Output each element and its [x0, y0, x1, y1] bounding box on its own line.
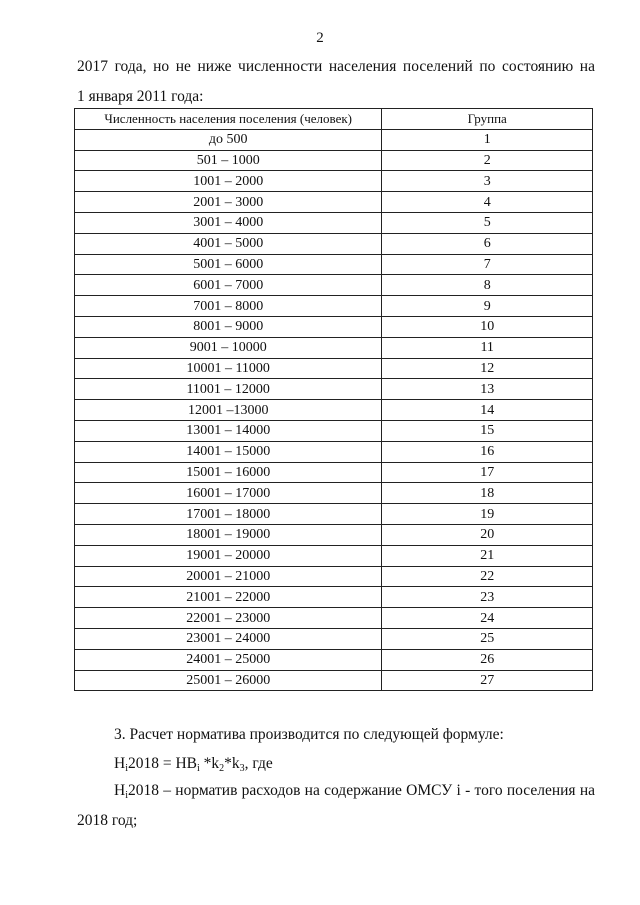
group-number-cell: 25: [382, 628, 593, 649]
definition-text: 2018 – норматив расходов на содержание ОМСУ i - того поселения на 2018 год;: [77, 782, 595, 829]
group-number-cell: 15: [382, 420, 593, 441]
table-row: [75, 566, 593, 587]
intro-line-2: 1 января 2011 года:: [77, 88, 204, 105]
group-number-cell: 22: [382, 566, 593, 587]
group-number-cell: 12: [382, 358, 593, 379]
intro-paragraph: [77, 52, 595, 112]
group-number-cell: 4: [382, 192, 593, 213]
population-range-cell: 501 – 1000: [75, 150, 382, 171]
population-range-cell: 9001 – 10000: [75, 337, 382, 358]
group-number-cell: 19: [382, 504, 593, 525]
header-group: Группа: [382, 109, 593, 130]
table-body: [75, 129, 593, 691]
table-row: [75, 150, 593, 171]
formula-line: [77, 749, 595, 779]
table-row: [75, 420, 593, 441]
formula-k2-subscript: 2: [219, 763, 225, 774]
group-number-cell: 26: [382, 649, 593, 670]
group-number-cell: 10: [382, 316, 593, 337]
table-row: [75, 233, 593, 254]
definition-subscript: i: [125, 790, 128, 801]
group-number-cell: 6: [382, 233, 593, 254]
definition-symbol: Н: [114, 782, 126, 799]
population-range-cell: 24001 – 25000: [75, 649, 382, 670]
formula-lhs: Н: [114, 755, 126, 772]
intro-line-1: 2017 года, но не ниже численности населения поселений по состоянию на: [77, 58, 595, 75]
group-number-cell: 5: [382, 212, 593, 233]
table-row: [75, 400, 593, 421]
table-row: [75, 275, 593, 296]
table-row: [75, 524, 593, 545]
table-row: [75, 192, 593, 213]
group-number-cell: 24: [382, 608, 593, 629]
table-row: [75, 254, 593, 275]
group-number-cell: 14: [382, 400, 593, 421]
table-row: [75, 670, 593, 691]
population-range-cell: 8001 – 9000: [75, 316, 382, 337]
group-number-cell: 11: [382, 337, 593, 358]
group-number-cell: 2: [382, 150, 593, 171]
table-row: [75, 628, 593, 649]
population-range-cell: 11001 – 12000: [75, 379, 382, 400]
formula-tail: , где: [244, 755, 273, 772]
formula-lhs-subscript: i: [125, 763, 128, 774]
group-number-cell: 17: [382, 462, 593, 483]
header-population: Численность населения поселения (человек): [75, 109, 382, 130]
table-row: [75, 608, 593, 629]
population-range-cell: 12001 –13000: [75, 400, 382, 421]
formula-k2: *k: [199, 755, 220, 772]
population-range-cell: 3001 – 4000: [75, 212, 382, 233]
population-range-cell: 5001 – 6000: [75, 254, 382, 275]
population-range-cell: 22001 – 23000: [75, 608, 382, 629]
table-row: [75, 649, 593, 670]
population-range-cell: 23001 – 24000: [75, 628, 382, 649]
table-row: [75, 483, 593, 504]
population-range-cell: 17001 – 18000: [75, 504, 382, 525]
table-row: [75, 358, 593, 379]
table-row: [75, 171, 593, 192]
table-row: [75, 587, 593, 608]
table-row: [75, 379, 593, 400]
table-row: [75, 462, 593, 483]
table-row: [75, 296, 593, 317]
group-number-cell: 8: [382, 275, 593, 296]
population-range-cell: 20001 – 21000: [75, 566, 382, 587]
formula-k3: *k: [224, 755, 240, 772]
population-range-cell: 2001 – 3000: [75, 192, 382, 213]
table-row: [75, 316, 593, 337]
group-number-cell: 7: [382, 254, 593, 275]
population-range-cell: 1001 – 2000: [75, 171, 382, 192]
population-range-cell: до 500: [75, 129, 382, 150]
table-row: [75, 441, 593, 462]
group-number-cell: 1: [382, 129, 593, 150]
formula-lhs-rest: 2018 = НВ: [127, 755, 198, 772]
table-row: [75, 504, 593, 525]
group-number-cell: 21: [382, 545, 593, 566]
population-range-cell: 18001 – 19000: [75, 524, 382, 545]
group-number-cell: 3: [382, 171, 593, 192]
population-range-cell: 19001 – 20000: [75, 545, 382, 566]
table-row: [75, 212, 593, 233]
population-range-cell: 7001 – 8000: [75, 296, 382, 317]
population-range-cell: 4001 – 5000: [75, 233, 382, 254]
population-range-cell: 14001 – 15000: [75, 441, 382, 462]
population-range-cell: 16001 – 17000: [75, 483, 382, 504]
population-range-cell: 25001 – 26000: [75, 670, 382, 691]
formula-k3-subscript: 3: [239, 763, 245, 774]
table-row: [75, 129, 593, 150]
table-row: [75, 545, 593, 566]
definition-paragraph: [77, 776, 595, 836]
population-range-cell: 21001 – 22000: [75, 587, 382, 608]
group-number-cell: 18: [382, 483, 593, 504]
paragraph-3: 3. Расчет норматива производится по следующей формуле:: [114, 726, 504, 743]
population-range-cell: 10001 – 11000: [75, 358, 382, 379]
population-range-cell: 6001 – 7000: [75, 275, 382, 296]
group-number-cell: 27: [382, 670, 593, 691]
table-header-row: [75, 109, 593, 130]
population-groups-table: [74, 108, 593, 691]
population-range-cell: 13001 – 14000: [75, 420, 382, 441]
group-number-cell: 20: [382, 524, 593, 545]
group-number-cell: 9: [382, 296, 593, 317]
formula-nb-subscript: i: [197, 763, 200, 774]
table-row: [75, 337, 593, 358]
population-range-cell: 15001 – 16000: [75, 462, 382, 483]
group-number-cell: 16: [382, 441, 593, 462]
page-number: 2: [316, 30, 324, 46]
group-number-cell: 13: [382, 379, 593, 400]
group-number-cell: 23: [382, 587, 593, 608]
